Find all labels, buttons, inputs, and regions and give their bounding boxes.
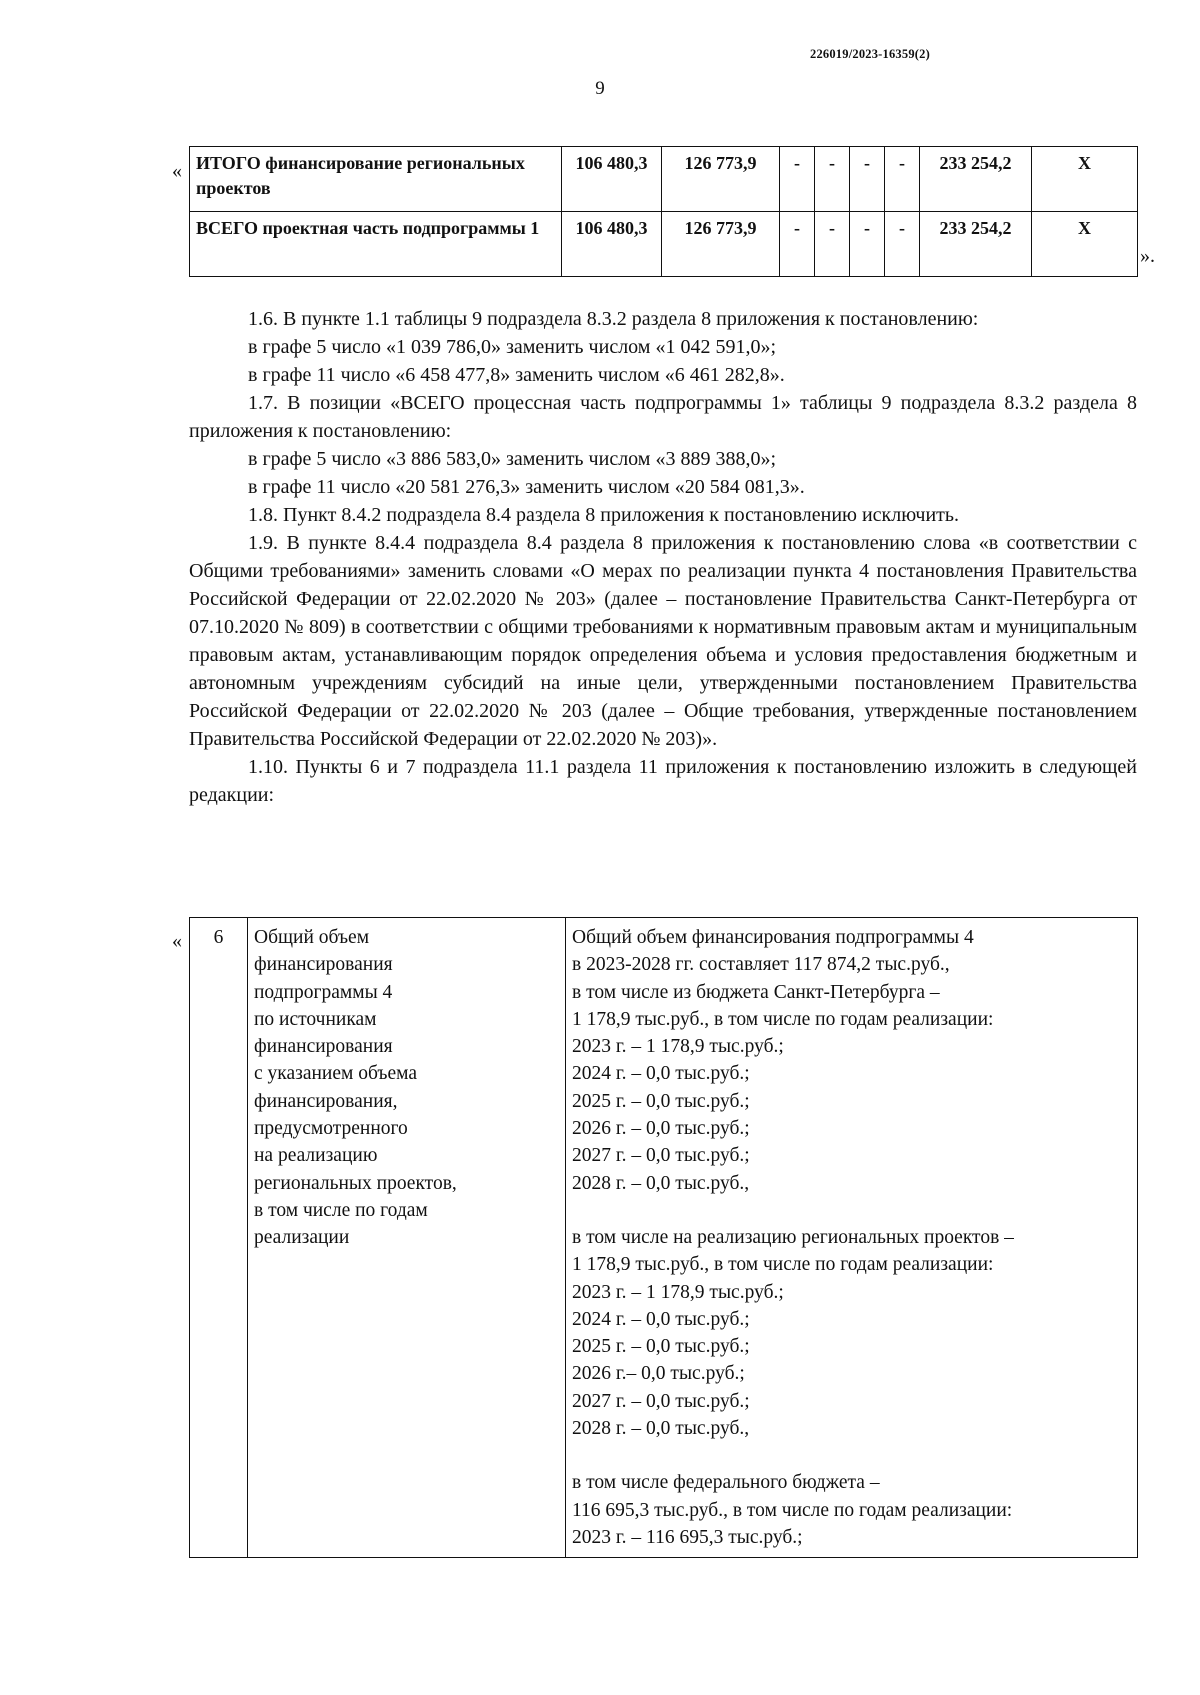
label-line: по источникам xyxy=(254,1008,377,1030)
value-line: в том числе федерального бюджета – xyxy=(572,1472,880,1494)
value-line: 2027 г. – 0,0 тыс.руб.; xyxy=(572,1390,750,1412)
value-line: 1 178,9 тыс.руб., в том числе по годам реализации: xyxy=(572,1254,994,1276)
dash-cell: - xyxy=(815,212,850,277)
row-label: ВСЕГО проектная часть подпрограммы 1 xyxy=(190,212,562,277)
summary-table xyxy=(189,146,1138,277)
document-id: 226019/2023-16359(2) xyxy=(810,47,930,61)
value-line: в 2023-2028 гг. составляет 117 874,2 тыс.руб., xyxy=(572,954,950,976)
value-line: в том числе на реализацию региональных проектов – xyxy=(572,1226,1014,1248)
paragraph-1-7-a: в графе 5 число «3 886 583,0» заменить числом «3 889 388,0»; xyxy=(248,448,777,470)
spacer xyxy=(572,1442,1131,1469)
label-line: подпрограммы 4 xyxy=(254,981,393,1003)
value-line: 2023 г. – 1 178,9 тыс.руб.; xyxy=(572,1036,784,1058)
value-line: 2026 г.– 0,0 тыс.руб.; xyxy=(572,1363,745,1385)
table-row xyxy=(190,147,1138,212)
value-cell: 106 480,3 xyxy=(562,147,662,212)
value-line: 2025 г. – 0,0 тыс.руб.; xyxy=(572,1336,750,1358)
value-line: 2024 г. – 0,0 тыс.руб.; xyxy=(572,1063,750,1085)
close-quote-top: ». xyxy=(1140,245,1155,267)
table-row xyxy=(190,918,1138,1558)
value-line: 2023 г. – 1 178,9 тыс.руб.; xyxy=(572,1281,784,1303)
label-line: финансирования xyxy=(254,954,393,976)
value-line: 2028 г. – 0,0 тыс.руб., xyxy=(572,1172,750,1194)
value-line: в том числе из бюджета Санкт-Петербурга – xyxy=(572,981,940,1003)
label-line: Общий объем xyxy=(254,927,370,948)
paragraph-1-9: 1.9. В пункте 8.4.4 подраздела 8.4 раздела 8 приложения к постановлению слова «в соответствии с Общими требованиями» заменить словами «О мерах по реализации пункта 4 постановления Правительства Российской Федерации от 22.02.2020 № 203» (далее – постановление Правительства Санкт-Петербурга от 07.10.2020 № 809) в соответствии с общими требованиями к нормативным правовым актам и муниципальным правовым актам, устанавливающим порядок определения объема и условия предоставления бюджетным и автономным учреждениям субсидий на иные цели, утвержденными постановлением Правительства Российской Федерации от 22.02.2020 № 203 (далее – Общие требования, утвержденные постановлением Правительства Российской Федерации от 22.02.2020 № 203)». xyxy=(189,532,1137,750)
row-number: 6 xyxy=(190,918,248,1558)
value-line: 116 695,3 тыс.руб., в том числе по годам реализации: xyxy=(572,1499,1013,1521)
label-line: финансирования xyxy=(254,1036,393,1058)
open-quote-top: « xyxy=(172,160,182,182)
open-quote-bottom: « xyxy=(172,930,182,952)
paragraph-1-6-b: в графе 11 число «6 458 477,8» заменить числом «6 461 282,8». xyxy=(248,364,785,386)
label-line: региональных проектов, xyxy=(254,1172,457,1194)
spacer xyxy=(572,1197,1131,1224)
paragraph-1-6-a: в графе 5 число «1 039 786,0» заменить числом «1 042 591,0»; xyxy=(248,336,777,358)
paragraph-1-7-b: в графе 11 число «20 581 276,3» заменить числом «20 584 081,3». xyxy=(248,476,805,498)
label-line: на реализацию xyxy=(254,1145,378,1167)
label-line: с указанием объема xyxy=(254,1063,417,1085)
dash-cell: - xyxy=(885,212,920,277)
paragraph-1-10: 1.10. Пункты 6 и 7 подраздела 11.1 раздела 11 приложения к постановлению изложить в следующей редакции: xyxy=(189,756,1137,806)
value-cell: 126 773,9 xyxy=(662,212,780,277)
dash-cell: - xyxy=(780,147,815,212)
row-label xyxy=(248,918,566,1558)
dash-cell: - xyxy=(885,147,920,212)
paragraph-1-8: 1.8. Пункт 8.4.2 подраздела 8.4 раздела 8 приложения к постановлению исключить. xyxy=(248,504,960,526)
value-cell: 106 480,3 xyxy=(562,212,662,277)
value-cell: 126 773,9 xyxy=(662,147,780,212)
paragraph-1-7: 1.7. В позиции «ВСЕГО процессная часть подпрограммы 1» таблицы 9 подраздела 8.3.2 раздела 8 приложения к постановлению: xyxy=(189,392,1137,442)
paragraph-1-6: 1.6. В пункте 1.1 таблицы 9 подраздела 8.3.2 раздела 8 приложения к постановлению: xyxy=(248,308,979,330)
dash-cell: - xyxy=(850,212,885,277)
label-line: финансирования, xyxy=(254,1090,398,1112)
value-line: 2026 г. – 0,0 тыс.руб.; xyxy=(572,1118,750,1140)
row-label: ИТОГО финансирование региональных проектов xyxy=(190,147,562,212)
value-line: 2028 г. – 0,0 тыс.руб., xyxy=(572,1418,750,1440)
page-number: 9 xyxy=(595,78,605,99)
total-cell: 233 254,2 xyxy=(920,147,1032,212)
label-line: предусмотренного xyxy=(254,1118,408,1140)
label-line: реализации xyxy=(254,1227,350,1249)
passport-table xyxy=(189,917,1138,1558)
dash-cell: - xyxy=(815,147,850,212)
mark-cell: Х xyxy=(1032,147,1138,212)
value-line: 2025 г. – 0,0 тыс.руб.; xyxy=(572,1090,750,1112)
value-line: 2027 г. – 0,0 тыс.руб.; xyxy=(572,1145,750,1167)
table-row xyxy=(190,212,1138,277)
value-line: 2024 г. – 0,0 тыс.руб.; xyxy=(572,1308,750,1330)
row-value xyxy=(566,918,1138,1558)
value-line: 1 178,9 тыс.руб., в том числе по годам реализации: xyxy=(572,1008,994,1030)
dash-cell: - xyxy=(850,147,885,212)
total-cell: 233 254,2 xyxy=(920,212,1032,277)
value-line: Общий объем финансирования подпрограммы 4 xyxy=(572,927,974,948)
mark-cell: Х xyxy=(1032,212,1138,277)
amendment-text xyxy=(189,305,1137,809)
value-line: 2023 г. – 116 695,3 тыс.руб.; xyxy=(572,1526,803,1548)
dash-cell: - xyxy=(780,212,815,277)
label-line: в том числе по годам xyxy=(254,1199,428,1221)
